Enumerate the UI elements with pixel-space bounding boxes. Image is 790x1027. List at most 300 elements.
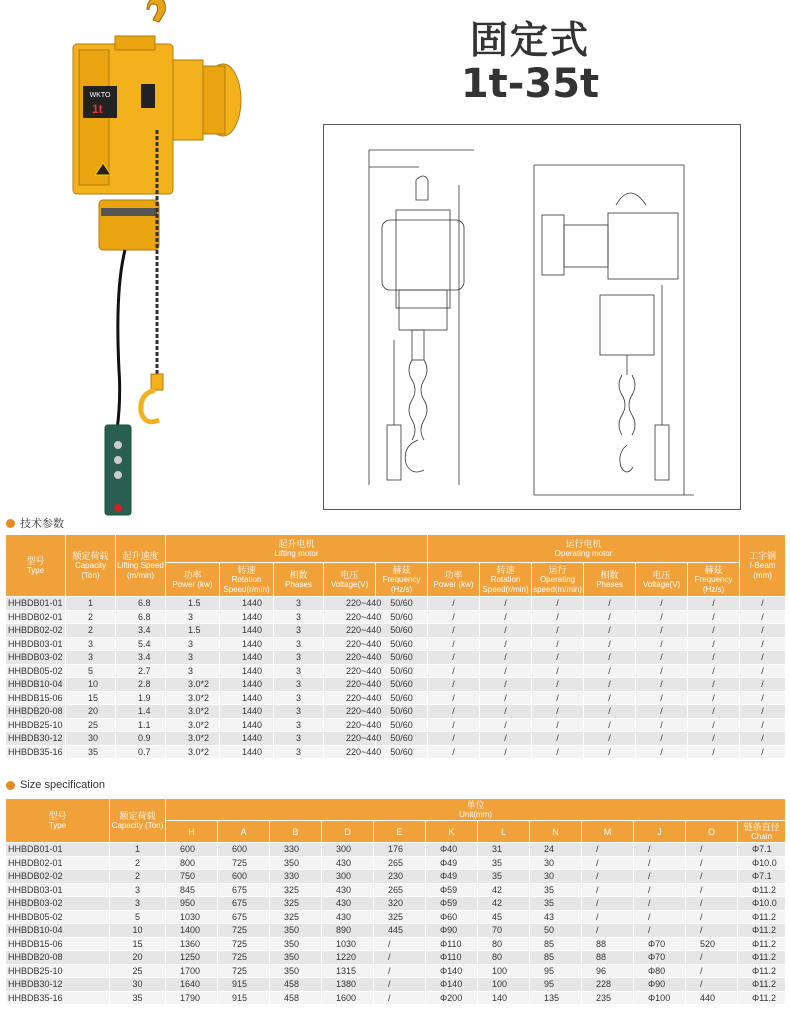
table-cell: 2.8 bbox=[116, 678, 166, 692]
table-cell: 220~440 bbox=[324, 651, 376, 665]
table-cell: / bbox=[584, 691, 636, 705]
table-cell: 2 bbox=[66, 610, 116, 624]
table-cell: / bbox=[480, 705, 532, 719]
table-cell: / bbox=[584, 745, 636, 759]
table-row bbox=[6, 991, 786, 1005]
th-dim-m: M bbox=[582, 821, 634, 843]
table-cell: 35 bbox=[110, 991, 166, 1005]
table-cell: 228 bbox=[582, 978, 634, 992]
table-cell: / bbox=[636, 691, 688, 705]
table-cell: 1030 bbox=[322, 937, 374, 951]
table-row bbox=[6, 964, 786, 978]
table-cell: / bbox=[636, 597, 688, 611]
table-cell: 350 bbox=[270, 964, 322, 978]
table-cell: / bbox=[636, 610, 688, 624]
size-table-body bbox=[6, 843, 786, 1005]
th-op-phases: 相数 Phases bbox=[584, 563, 636, 597]
table-row bbox=[6, 883, 786, 897]
table-cell: / bbox=[686, 951, 738, 965]
table-cell: 265 bbox=[374, 883, 426, 897]
table-cell: 1250 bbox=[166, 951, 218, 965]
table-cell: 915 bbox=[218, 978, 270, 992]
bullet-dot-icon bbox=[6, 519, 15, 528]
table-cell: 330 bbox=[270, 843, 322, 857]
table-cell: 95 bbox=[530, 964, 582, 978]
table-cell: 50/60 bbox=[376, 610, 428, 624]
table-cell: 220~440 bbox=[324, 745, 376, 759]
table-cell: Φ59 bbox=[426, 897, 478, 911]
table-cell: / bbox=[374, 937, 426, 951]
table-cell: 3 bbox=[274, 718, 324, 732]
table-cell: 725 bbox=[218, 937, 270, 951]
model-cell: HHBDB25-10 bbox=[6, 718, 66, 732]
table-cell: / bbox=[584, 651, 636, 665]
table-cell: 1.5 bbox=[166, 597, 220, 611]
table-cell: 42 bbox=[478, 897, 530, 911]
table-cell: 88 bbox=[582, 937, 634, 951]
tech-params-table bbox=[5, 534, 786, 759]
table-cell: 220~440 bbox=[324, 637, 376, 651]
table-cell: 1790 bbox=[166, 991, 218, 1005]
model-cell: HHBDB25-10 bbox=[6, 964, 110, 978]
table-cell: / bbox=[686, 897, 738, 911]
table-cell: 220~440 bbox=[324, 624, 376, 638]
table-cell: / bbox=[582, 870, 634, 884]
table-cell: 325 bbox=[270, 883, 322, 897]
table-cell: / bbox=[584, 678, 636, 692]
table-cell: 35 bbox=[478, 870, 530, 884]
table-cell: Φ7.1 bbox=[738, 843, 786, 857]
table-cell: Φ11.2 bbox=[738, 883, 786, 897]
table-cell: 43 bbox=[530, 910, 582, 924]
th-lift-power: 功率 Power (kw) bbox=[166, 563, 220, 597]
table-cell: 50/60 bbox=[376, 691, 428, 705]
model-cell: HHBDB03-02 bbox=[6, 651, 66, 665]
table-cell: 458 bbox=[270, 978, 322, 992]
table-cell: / bbox=[634, 924, 686, 938]
table-cell: 300 bbox=[322, 870, 374, 884]
table-cell: / bbox=[688, 610, 740, 624]
hoist-photo bbox=[55, 0, 255, 520]
table-cell: 3 bbox=[274, 732, 324, 746]
th-unit: 单位 Unit(mm) bbox=[166, 799, 786, 821]
table-cell: 675 bbox=[218, 883, 270, 897]
table-cell: 0.7 bbox=[116, 745, 166, 759]
table-cell: 50/60 bbox=[376, 732, 428, 746]
table-row bbox=[6, 732, 786, 746]
table-cell: / bbox=[636, 678, 688, 692]
table-cell: 24 bbox=[530, 843, 582, 857]
table-cell: / bbox=[688, 678, 740, 692]
table-cell: 2 bbox=[66, 624, 116, 638]
table-cell: 1440 bbox=[220, 664, 274, 678]
table-cell: 50/60 bbox=[376, 651, 428, 665]
th-type: 型号 Type bbox=[6, 535, 66, 597]
table-cell: 3 bbox=[166, 651, 220, 665]
model-cell: HHBDB10-04 bbox=[6, 924, 110, 938]
table-cell: 220~440 bbox=[324, 718, 376, 732]
table-cell: / bbox=[532, 732, 584, 746]
table-cell: Φ70 bbox=[634, 937, 686, 951]
table-cell: Φ140 bbox=[426, 964, 478, 978]
table-cell: / bbox=[532, 610, 584, 624]
table-cell: 1440 bbox=[220, 597, 274, 611]
table-cell: 50/60 bbox=[376, 597, 428, 611]
table-cell: 35 bbox=[530, 897, 582, 911]
table-cell: / bbox=[428, 718, 480, 732]
table-cell: 915 bbox=[218, 991, 270, 1005]
model-cell: HHBDB30-12 bbox=[6, 978, 110, 992]
table-row bbox=[6, 678, 786, 692]
model-cell: HHBDB15-06 bbox=[6, 691, 66, 705]
table-cell: / bbox=[634, 843, 686, 857]
table-cell: 96 bbox=[582, 964, 634, 978]
table-cell: 3 bbox=[274, 597, 324, 611]
table-cell: 265 bbox=[374, 856, 426, 870]
table-cell: / bbox=[582, 856, 634, 870]
table-cell: 5 bbox=[66, 664, 116, 678]
table-cell: 2.7 bbox=[116, 664, 166, 678]
table-cell: 350 bbox=[270, 856, 322, 870]
table-cell: 50/60 bbox=[376, 624, 428, 638]
table-cell: 675 bbox=[218, 910, 270, 924]
table-cell: / bbox=[636, 745, 688, 759]
table-cell: 3 bbox=[274, 664, 324, 678]
table-cell: 300 bbox=[322, 843, 374, 857]
table-cell: 100 bbox=[478, 964, 530, 978]
table-cell: Φ70 bbox=[634, 951, 686, 965]
th-lift-rotation: 转速 Rotation Speed(r/min) bbox=[220, 563, 274, 597]
table-cell: Φ60 bbox=[426, 910, 478, 924]
table-cell: 325 bbox=[270, 910, 322, 924]
table-cell: 350 bbox=[270, 937, 322, 951]
th-dim-e: E bbox=[374, 821, 426, 843]
table-cell: 30 bbox=[530, 856, 582, 870]
table-cell: 50/60 bbox=[376, 718, 428, 732]
table-cell: 1400 bbox=[166, 924, 218, 938]
table-cell: / bbox=[480, 691, 532, 705]
table-cell: 750 bbox=[166, 870, 218, 884]
table-cell: 140 bbox=[478, 991, 530, 1005]
table-cell: 1030 bbox=[166, 910, 218, 924]
table-cell: 35 bbox=[530, 883, 582, 897]
table-cell: 1700 bbox=[166, 964, 218, 978]
table-cell: / bbox=[480, 732, 532, 746]
th-capacity: 额定荷载 Capacity (Ton) bbox=[66, 535, 116, 597]
table-cell: 85 bbox=[530, 937, 582, 951]
table-cell: 0.9 bbox=[116, 732, 166, 746]
table-cell: / bbox=[584, 597, 636, 611]
table-row bbox=[6, 745, 786, 759]
table-cell: 3 bbox=[274, 745, 324, 759]
tech-section-heading bbox=[6, 515, 64, 531]
table-cell: / bbox=[686, 870, 738, 884]
table-cell: 220~440 bbox=[324, 678, 376, 692]
table-cell: 135 bbox=[530, 991, 582, 1005]
table-row bbox=[6, 624, 786, 638]
table-cell: 30 bbox=[110, 978, 166, 992]
table-cell: / bbox=[688, 718, 740, 732]
table-cell: 3 bbox=[166, 610, 220, 624]
table-cell: 5.4 bbox=[116, 637, 166, 651]
table-cell: 845 bbox=[166, 883, 218, 897]
table-cell: 3 bbox=[274, 678, 324, 692]
table-cell: 725 bbox=[218, 924, 270, 938]
table-cell: 50/60 bbox=[376, 664, 428, 678]
table-cell: Φ90 bbox=[634, 978, 686, 992]
table-cell: 20 bbox=[66, 705, 116, 719]
table-cell: 3 bbox=[274, 691, 324, 705]
table-cell: 330 bbox=[270, 870, 322, 884]
table-cell: 85 bbox=[530, 951, 582, 965]
table-cell: / bbox=[480, 678, 532, 692]
table-cell: 6.8 bbox=[116, 610, 166, 624]
table-cell: 325 bbox=[270, 897, 322, 911]
table-cell: / bbox=[480, 664, 532, 678]
model-cell: HHBDB02-02 bbox=[6, 870, 110, 884]
th-operating-motor: 运行电机 Operating motor bbox=[428, 535, 740, 563]
th-lifting-motor: 起升电机 Lifting motor bbox=[166, 535, 428, 563]
table-cell: 2 bbox=[110, 856, 166, 870]
table-cell: 3.0*2 bbox=[166, 745, 220, 759]
model-cell: HHBDB01-01 bbox=[6, 597, 66, 611]
table-cell: 725 bbox=[218, 964, 270, 978]
table-cell: Φ49 bbox=[426, 870, 478, 884]
table-cell: / bbox=[374, 991, 426, 1005]
table-cell: 1315 bbox=[322, 964, 374, 978]
table-cell: 1 bbox=[110, 843, 166, 857]
model-cell: HHBDB35-16 bbox=[6, 991, 110, 1005]
th-dim-n: N bbox=[530, 821, 582, 843]
table-cell: / bbox=[636, 705, 688, 719]
table-cell: 5 bbox=[110, 910, 166, 924]
table-cell: / bbox=[532, 705, 584, 719]
table-cell: 70 bbox=[478, 924, 530, 938]
table-cell: Φ10.0 bbox=[738, 897, 786, 911]
table-cell: 1440 bbox=[220, 705, 274, 719]
table-cell: / bbox=[480, 624, 532, 638]
th-dim-h: H bbox=[166, 821, 218, 843]
table-cell: / bbox=[428, 610, 480, 624]
table-cell: 3 bbox=[110, 883, 166, 897]
tech-section-title: 技术参数 bbox=[20, 518, 64, 530]
table-cell: 100 bbox=[478, 978, 530, 992]
table-cell: Φ140 bbox=[426, 978, 478, 992]
th-dim-l: L bbox=[478, 821, 530, 843]
table-cell: Φ200 bbox=[426, 991, 478, 1005]
table-row bbox=[6, 637, 786, 651]
table-cell: 220~440 bbox=[324, 664, 376, 678]
table-cell: / bbox=[740, 637, 786, 651]
table-cell: 520 bbox=[686, 937, 738, 951]
table-cell: 1360 bbox=[166, 937, 218, 951]
table-row bbox=[6, 705, 786, 719]
table-cell: / bbox=[532, 718, 584, 732]
table-cell: / bbox=[688, 624, 740, 638]
table-cell: 430 bbox=[322, 883, 374, 897]
brand-label: WKTO bbox=[89, 92, 111, 99]
table-cell: 675 bbox=[218, 897, 270, 911]
table-cell: / bbox=[688, 691, 740, 705]
table-cell: Φ40 bbox=[426, 843, 478, 857]
th-dim-j: J bbox=[634, 821, 686, 843]
table-cell: 325 bbox=[374, 910, 426, 924]
table-cell: 25 bbox=[110, 964, 166, 978]
table-cell: / bbox=[636, 624, 688, 638]
table-cell: / bbox=[480, 718, 532, 732]
table-cell: / bbox=[634, 856, 686, 870]
table-row bbox=[6, 651, 786, 665]
table-cell: 2 bbox=[110, 870, 166, 884]
table-row bbox=[6, 664, 786, 678]
th-op-rotation: 转速 Rotation Speed(r/min) bbox=[480, 563, 532, 597]
table-cell: 45 bbox=[478, 910, 530, 924]
model-cell: HHBDB20-08 bbox=[6, 705, 66, 719]
table-cell: / bbox=[688, 732, 740, 746]
table-cell: 350 bbox=[270, 924, 322, 938]
table-cell: / bbox=[582, 883, 634, 897]
capacity-badge: 1t bbox=[92, 102, 103, 116]
table-cell: 320 bbox=[374, 897, 426, 911]
table-row bbox=[6, 937, 786, 951]
table-cell: Φ11.2 bbox=[738, 937, 786, 951]
table-cell: 220~440 bbox=[324, 597, 376, 611]
table-cell: 3 bbox=[274, 624, 324, 638]
table-cell: 3.0*2 bbox=[166, 718, 220, 732]
table-cell: / bbox=[740, 745, 786, 759]
th-op-frequency: 赫兹 Frequency (Hz/s) bbox=[688, 563, 740, 597]
table-row bbox=[6, 597, 786, 611]
table-cell: 3.4 bbox=[116, 651, 166, 665]
table-cell: Φ11.2 bbox=[738, 924, 786, 938]
th-size-capacity: 额定荷载 Capacity (Ton) bbox=[110, 799, 166, 843]
model-cell: HHBDB03-02 bbox=[6, 897, 110, 911]
tech-table-body bbox=[6, 597, 786, 759]
table-cell: 600 bbox=[218, 843, 270, 857]
table-cell: 3 bbox=[274, 610, 324, 624]
th-dim-a: A bbox=[218, 821, 270, 843]
page-title bbox=[440, 18, 620, 106]
table-cell: 220~440 bbox=[324, 691, 376, 705]
table-cell: / bbox=[480, 597, 532, 611]
table-cell: Φ7.1 bbox=[738, 870, 786, 884]
th-lifting-speed: 起升速度 Lifting Speed (m/min) bbox=[116, 535, 166, 597]
table-cell: / bbox=[428, 691, 480, 705]
table-cell: 725 bbox=[218, 856, 270, 870]
table-cell: 80 bbox=[478, 937, 530, 951]
table-cell: / bbox=[374, 964, 426, 978]
table-cell: / bbox=[688, 705, 740, 719]
table-cell: 1440 bbox=[220, 610, 274, 624]
table-cell: 430 bbox=[322, 856, 374, 870]
table-cell: 31 bbox=[478, 843, 530, 857]
table-cell: / bbox=[480, 745, 532, 759]
table-cell: / bbox=[636, 651, 688, 665]
table-cell: 10 bbox=[110, 924, 166, 938]
table-row bbox=[6, 910, 786, 924]
table-cell: 88 bbox=[582, 951, 634, 965]
table-cell: 1 bbox=[66, 597, 116, 611]
table-cell: / bbox=[740, 718, 786, 732]
model-cell: HHBDB02-02 bbox=[6, 624, 66, 638]
table-cell: 1600 bbox=[322, 991, 374, 1005]
table-cell: / bbox=[584, 664, 636, 678]
table-cell: 15 bbox=[66, 691, 116, 705]
table-cell: / bbox=[532, 691, 584, 705]
model-cell: HHBDB03-01 bbox=[6, 883, 110, 897]
table-cell: / bbox=[374, 951, 426, 965]
table-cell: 1440 bbox=[220, 637, 274, 651]
table-cell: / bbox=[634, 897, 686, 911]
table-cell: / bbox=[686, 856, 738, 870]
table-cell: 42 bbox=[478, 883, 530, 897]
table-cell: 10 bbox=[66, 678, 116, 692]
table-cell: / bbox=[532, 597, 584, 611]
table-cell: Φ110 bbox=[426, 951, 478, 965]
table-cell: / bbox=[634, 870, 686, 884]
table-cell: 95 bbox=[530, 978, 582, 992]
table-cell: 50/60 bbox=[376, 745, 428, 759]
model-cell: HHBDB05-02 bbox=[6, 664, 66, 678]
table-cell: 440 bbox=[686, 991, 738, 1005]
table-cell: 3.0*2 bbox=[166, 678, 220, 692]
table-cell: / bbox=[740, 624, 786, 638]
table-cell: 3 bbox=[66, 651, 116, 665]
table-cell: / bbox=[740, 610, 786, 624]
table-cell: Φ90 bbox=[426, 924, 478, 938]
table-cell: 1640 bbox=[166, 978, 218, 992]
table-cell: Φ110 bbox=[426, 937, 478, 951]
table-cell: 50 bbox=[530, 924, 582, 938]
table-cell: / bbox=[532, 678, 584, 692]
table-cell: / bbox=[740, 651, 786, 665]
table-cell: 600 bbox=[218, 870, 270, 884]
table-cell: / bbox=[636, 718, 688, 732]
table-cell: 3 bbox=[274, 637, 324, 651]
th-op-speed: 运行 Operating speed(m/min) bbox=[532, 563, 584, 597]
table-cell: / bbox=[584, 718, 636, 732]
table-cell: / bbox=[634, 910, 686, 924]
table-cell: / bbox=[582, 910, 634, 924]
table-cell: 725 bbox=[218, 951, 270, 965]
table-cell: / bbox=[532, 624, 584, 638]
table-cell: / bbox=[636, 732, 688, 746]
table-cell: / bbox=[428, 745, 480, 759]
table-cell: / bbox=[688, 664, 740, 678]
table-cell: 1440 bbox=[220, 745, 274, 759]
table-cell: 3 bbox=[274, 705, 324, 719]
table-cell: / bbox=[532, 745, 584, 759]
table-cell: 20 bbox=[110, 951, 166, 965]
table-cell: 80 bbox=[478, 951, 530, 965]
th-lift-phases: 相数 Phases bbox=[274, 563, 324, 597]
th-op-voltage: 电压 Voltage(V) bbox=[636, 563, 688, 597]
table-cell: / bbox=[428, 678, 480, 692]
table-cell: / bbox=[428, 624, 480, 638]
table-cell: / bbox=[582, 897, 634, 911]
table-cell: / bbox=[480, 610, 532, 624]
th-dim-b: B bbox=[270, 821, 322, 843]
model-cell: HHBDB01-01 bbox=[6, 843, 110, 857]
table-row bbox=[6, 718, 786, 732]
table-row bbox=[6, 610, 786, 624]
table-cell: / bbox=[688, 597, 740, 611]
table-cell: / bbox=[740, 678, 786, 692]
table-cell: / bbox=[584, 732, 636, 746]
table-cell: Φ11.2 bbox=[738, 910, 786, 924]
table-cell: 600 bbox=[166, 843, 218, 857]
table-cell: / bbox=[740, 705, 786, 719]
